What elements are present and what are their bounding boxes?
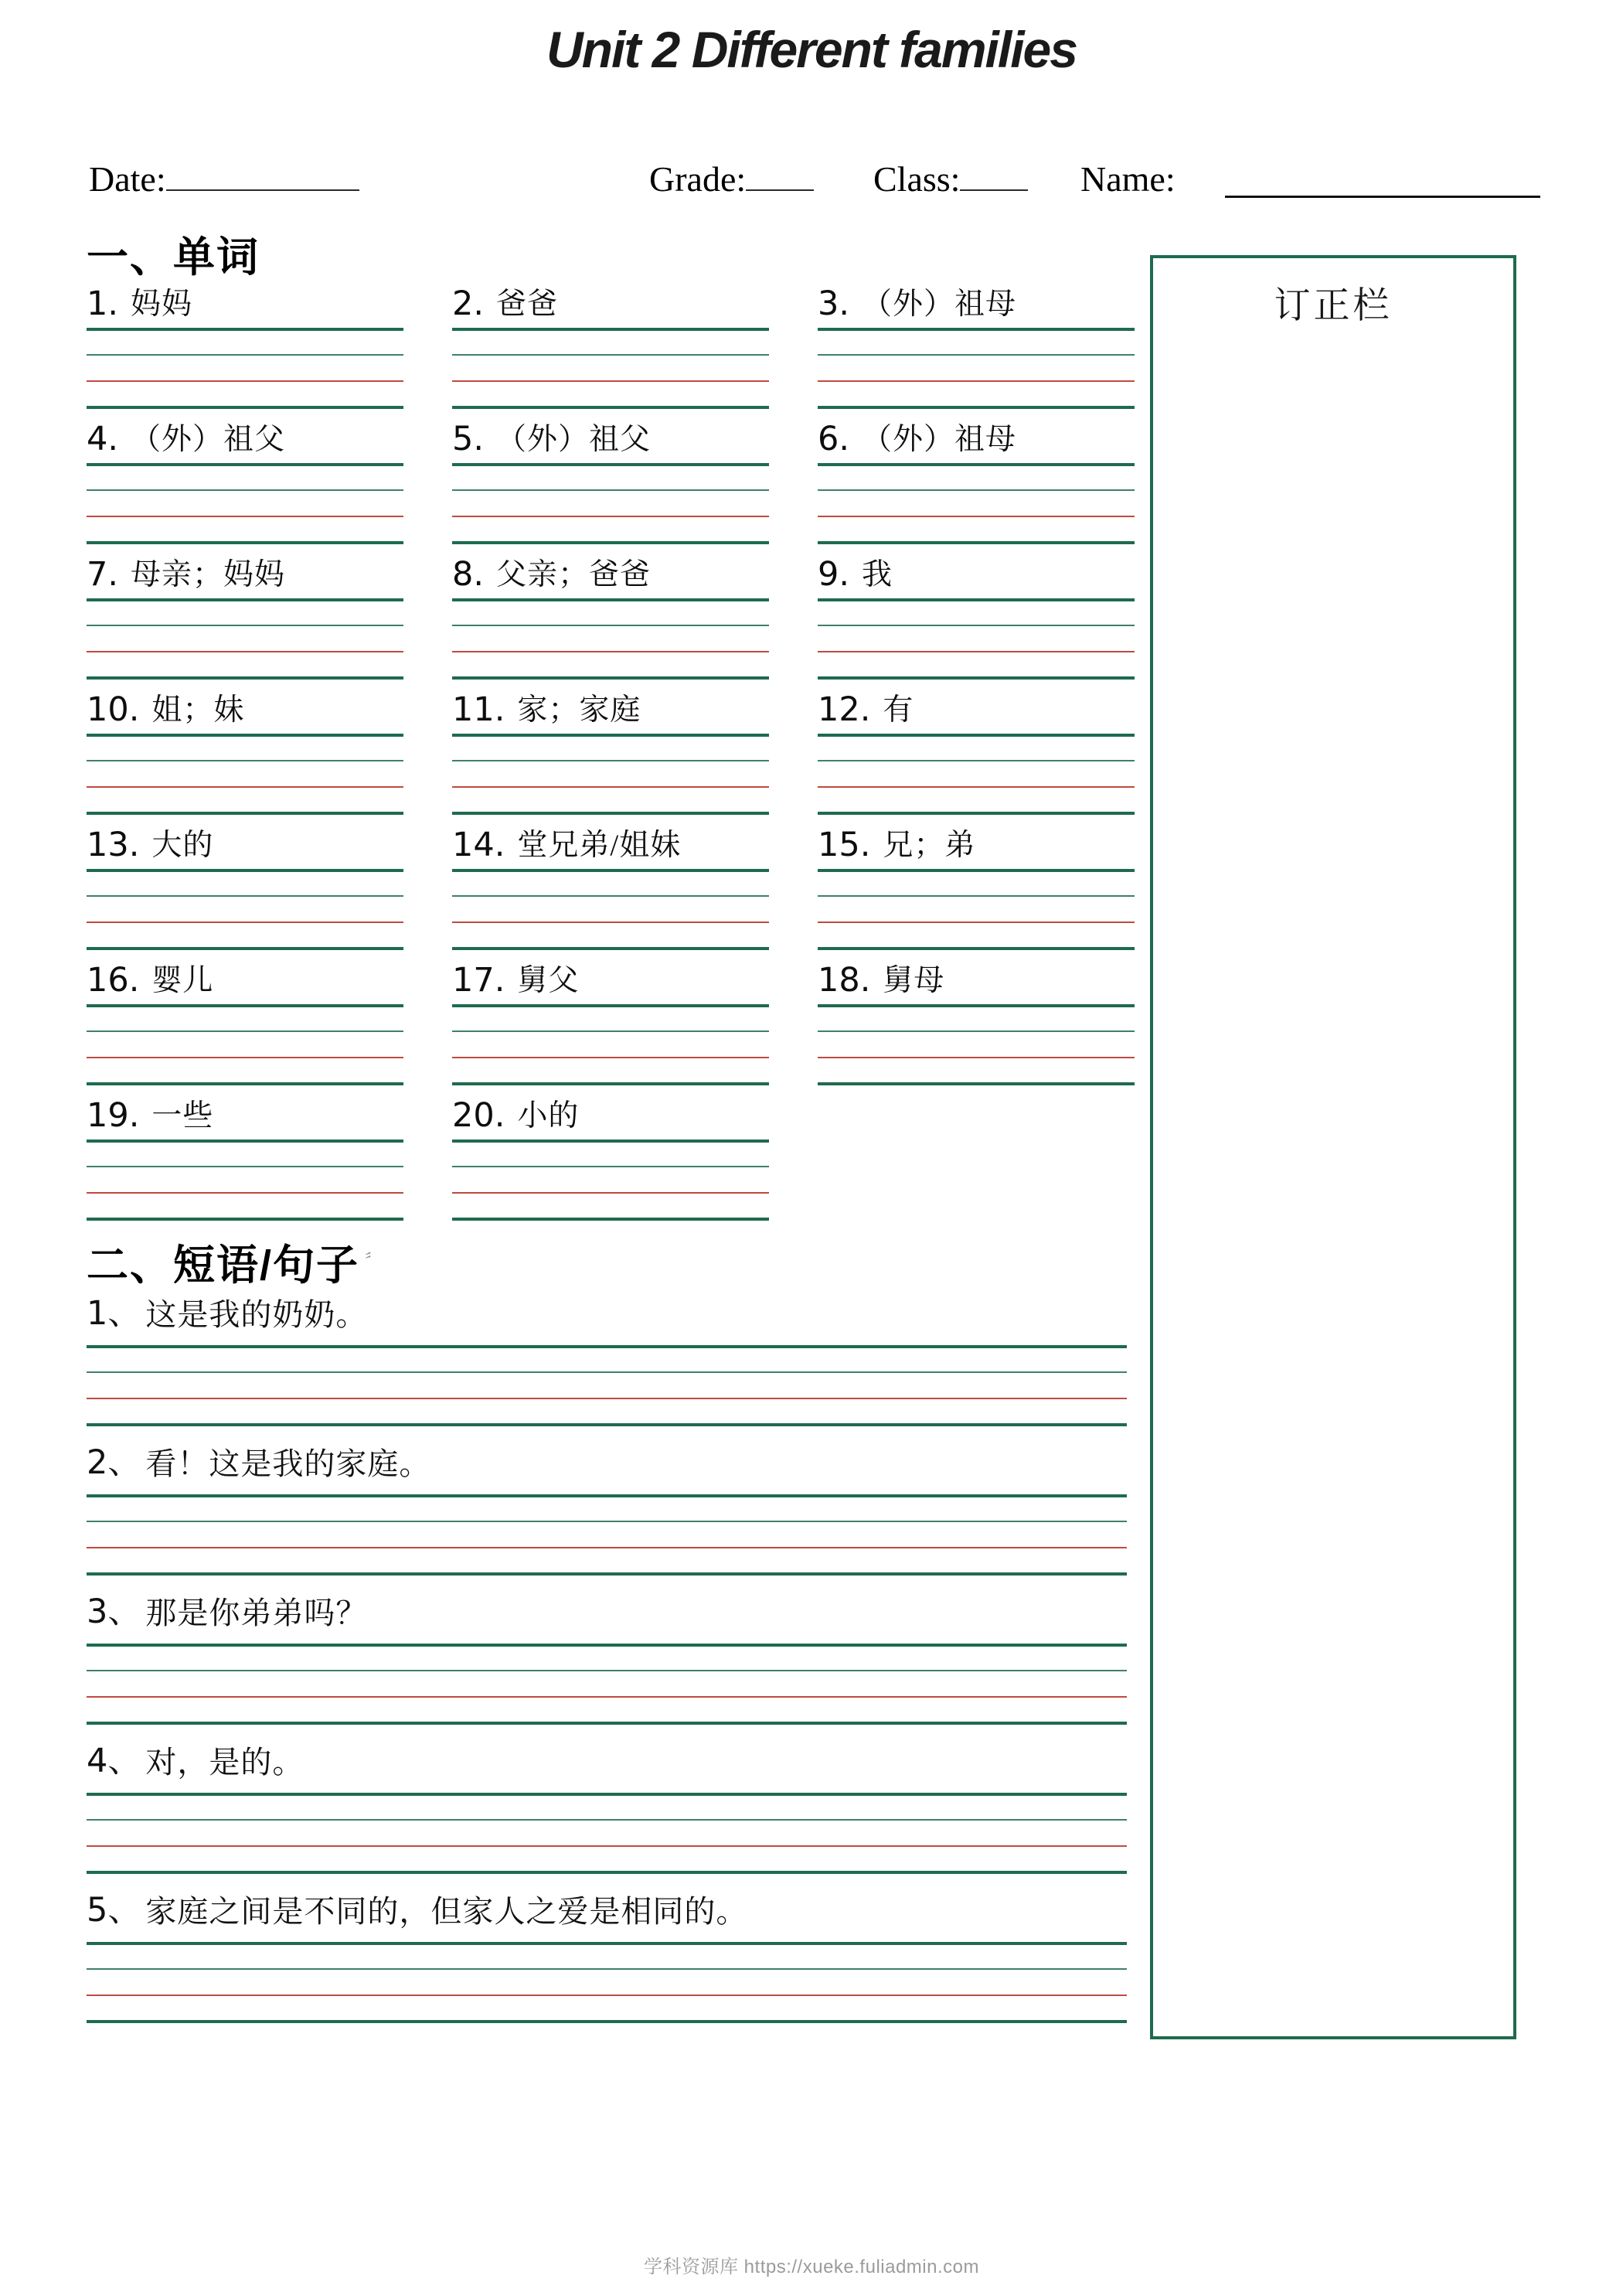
handwriting-lines <box>818 869 1135 950</box>
word-number: 11. <box>452 690 505 729</box>
handwriting-lines <box>818 328 1135 409</box>
ruled-line-top <box>87 1494 1127 1497</box>
word-item <box>87 420 403 555</box>
ruled-line-top <box>87 1139 403 1143</box>
handwriting-lines <box>87 734 403 815</box>
correction-box <box>1150 255 1516 2039</box>
handwriting-lines <box>452 463 769 544</box>
handwriting-lines <box>818 463 1135 544</box>
word-hint-chinese: 小的 <box>517 1099 580 1133</box>
handwriting-lines <box>87 1494 1127 1576</box>
sentences-section-heading <box>87 1232 381 1292</box>
ruled-line-bottom <box>818 406 1135 409</box>
ruled-line-bottom <box>452 1218 769 1221</box>
ruled-line-bottom <box>87 947 403 950</box>
word-item <box>87 555 403 690</box>
word-item <box>818 555 1135 690</box>
ruled-line-lower-middle <box>452 786 769 788</box>
ruled-line-lower-middle <box>452 1057 769 1058</box>
ruled-line-upper-middle <box>87 625 403 626</box>
grade-blank-line <box>746 158 814 191</box>
ruled-line-bottom <box>452 406 769 409</box>
date-label: Date: <box>89 159 166 199</box>
sentence-label <box>87 1443 1127 1484</box>
word-item <box>818 284 1135 420</box>
ruled-line-upper-middle <box>87 1371 1127 1373</box>
ruled-line-bottom <box>452 947 769 950</box>
handwriting-lines <box>452 869 769 950</box>
ruled-line-top <box>87 328 403 331</box>
ruled-line-bottom <box>818 947 1135 950</box>
word-hint-chinese: （外）祖母 <box>862 423 1017 456</box>
word-label <box>452 690 769 729</box>
word-label <box>452 826 769 864</box>
ruled-line-upper-middle <box>87 1968 1127 1970</box>
word-item <box>87 961 403 1096</box>
footer-watermark: 学科资源库 https://xueke.fuliadmin.com <box>644 2257 979 2277</box>
ruled-line-lower-middle <box>818 380 1135 382</box>
word-hint-chinese: （外）祖父 <box>496 423 652 456</box>
ruled-line-bottom <box>87 1423 1127 1426</box>
word-label <box>87 1096 403 1135</box>
words-grid <box>87 284 1135 1231</box>
sentence-item <box>87 1742 1127 1874</box>
ruled-line-upper-middle <box>818 625 1135 626</box>
ruled-line-top <box>452 463 769 466</box>
handwriting-lines <box>87 598 403 680</box>
ruled-line-lower-middle <box>87 1398 1127 1399</box>
grade-field <box>649 158 814 199</box>
sentence-label <box>87 1742 1127 1782</box>
grade-label: Grade: <box>649 159 747 199</box>
words-section-heading: 一、单词 <box>87 234 260 281</box>
word-hint-chinese: 婴儿 <box>151 964 214 997</box>
class-blank-line <box>960 158 1028 191</box>
ruled-line-upper-middle <box>87 1521 1127 1522</box>
word-number: 5. <box>452 420 485 458</box>
ruled-line-lower-middle <box>87 1696 1127 1698</box>
handwriting-lines <box>87 1793 1127 1874</box>
word-number: 13. <box>87 826 140 864</box>
word-number: 18. <box>818 961 871 1000</box>
word-item <box>87 826 403 961</box>
ruled-line-lower-middle <box>87 516 403 517</box>
word-item <box>452 420 769 555</box>
sentence-hint-chinese: 家庭之间是不同的，但家人之爱是相同的。 <box>145 1894 748 1929</box>
word-item <box>452 690 769 826</box>
word-number: 1. <box>87 284 119 323</box>
handwriting-lines <box>87 328 403 409</box>
word-hint-chinese: 有 <box>883 693 914 727</box>
ruled-line-lower-middle <box>818 516 1135 517</box>
word-number: 9. <box>818 555 850 594</box>
ruled-line-top <box>818 869 1135 872</box>
ruled-line-lower-middle <box>87 380 403 382</box>
ruled-line-bottom <box>818 1082 1135 1085</box>
ruled-line-upper-middle <box>452 760 769 761</box>
name-blank-line <box>1225 163 1540 198</box>
word-hint-chinese: 舅父 <box>517 964 580 997</box>
sentence-hint-chinese: 对，是的。 <box>145 1745 305 1780</box>
ruled-line-lower-middle <box>818 1057 1135 1058</box>
ruled-line-top <box>818 1004 1135 1007</box>
ruled-line-upper-middle <box>452 1030 769 1032</box>
sentence-item <box>87 1294 1127 1426</box>
ruled-line-top <box>87 1004 403 1007</box>
word-item <box>452 555 769 690</box>
ruled-line-lower-middle <box>87 1192 403 1194</box>
word-label <box>818 284 1135 323</box>
sentence-number: 3、 <box>87 1593 141 1631</box>
ruled-line-upper-middle <box>818 895 1135 897</box>
word-hint-chinese: （外）祖父 <box>131 423 286 456</box>
ruled-line-bottom <box>87 541 403 544</box>
ruled-line-upper-middle <box>452 895 769 897</box>
ruled-line-top <box>87 1793 1127 1796</box>
ruled-line-lower-middle <box>818 786 1135 788</box>
sentence-item <box>87 1891 1127 2023</box>
ruled-line-upper-middle <box>87 760 403 761</box>
word-hint-chinese: 妈妈 <box>131 288 193 321</box>
handwriting-lines <box>87 463 403 544</box>
sentence-hint-chinese: 看！这是我的家庭。 <box>145 1446 431 1481</box>
ruled-line-top <box>818 463 1135 466</box>
word-item <box>87 1096 403 1231</box>
word-item <box>87 284 403 420</box>
correction-box-title: 订正栏 <box>1274 284 1393 325</box>
ruled-line-upper-middle <box>87 1819 1127 1821</box>
name-label: Name: <box>1080 159 1176 199</box>
ruled-line-top <box>452 734 769 737</box>
ruled-line-top <box>818 734 1135 737</box>
word-label <box>818 690 1135 729</box>
ruled-line-lower-middle <box>452 516 769 517</box>
word-label <box>87 826 403 864</box>
ruled-line-upper-middle <box>818 1030 1135 1032</box>
word-number: 20. <box>452 1096 505 1135</box>
word-number: 12. <box>818 690 871 729</box>
word-label <box>87 284 403 323</box>
ruled-line-bottom <box>818 812 1135 815</box>
word-number: 10. <box>87 690 140 729</box>
handwriting-lines <box>87 1942 1127 2023</box>
sentence-hint-chinese: 那是你弟弟吗？ <box>145 1596 368 1630</box>
sentence-number: 1、 <box>87 1294 141 1333</box>
word-hint-chinese: 家；家庭 <box>517 693 641 727</box>
ruled-line-upper-middle <box>87 354 403 356</box>
ruled-line-top <box>87 598 403 601</box>
ruled-line-upper-middle <box>87 1030 403 1032</box>
ruled-line-lower-middle <box>818 651 1135 652</box>
handwriting-lines <box>452 598 769 680</box>
word-number: 17. <box>452 961 505 1000</box>
word-label <box>818 555 1135 594</box>
ruled-line-lower-middle <box>87 786 403 788</box>
ruled-line-bottom <box>87 1572 1127 1576</box>
meta-row <box>0 152 1623 206</box>
handwriting-lines <box>87 869 403 950</box>
ruled-line-bottom <box>87 1722 1127 1725</box>
handwriting-lines <box>87 1644 1127 1725</box>
word-hint-chinese: 舅母 <box>883 964 945 997</box>
word-hint-chinese: 堂兄弟/姐妹 <box>517 829 682 862</box>
word-hint-chinese: （外）祖母 <box>862 288 1017 321</box>
ruled-line-lower-middle <box>452 380 769 382</box>
ruled-line-bottom <box>87 2020 1127 2023</box>
class-field <box>873 158 1028 199</box>
ruled-line-upper-middle <box>818 760 1135 761</box>
word-item <box>452 961 769 1096</box>
handwriting-lines <box>87 1004 403 1085</box>
ruled-line-upper-middle <box>452 354 769 356</box>
ruled-line-top <box>452 328 769 331</box>
word-label <box>818 961 1135 1000</box>
word-label <box>452 1096 769 1135</box>
sentence-hint-chinese: 这是我的奶奶。 <box>145 1297 368 1332</box>
ruled-line-top <box>87 869 403 872</box>
word-number: 8. <box>452 555 485 594</box>
page-title: Unit 2 Different families <box>546 21 1077 78</box>
sentence-label <box>87 1294 1127 1334</box>
ruled-line-top <box>818 328 1135 331</box>
ruled-line-upper-middle <box>87 1166 403 1167</box>
date-field <box>89 158 359 199</box>
word-item <box>818 961 1135 1096</box>
sentence-label <box>87 1891 1127 1931</box>
word-hint-chinese: 兄；弟 <box>883 829 976 862</box>
word-hint-chinese: 我 <box>862 558 893 591</box>
ruled-line-lower-middle <box>87 1057 403 1058</box>
ruled-line-bottom <box>452 541 769 544</box>
ruled-line-top <box>87 463 403 466</box>
ruled-line-upper-middle <box>452 1166 769 1167</box>
word-number: 4. <box>87 420 119 458</box>
word-label <box>87 690 403 729</box>
ruled-line-lower-middle <box>452 921 769 923</box>
ruled-line-top <box>452 869 769 872</box>
word-number: 6. <box>818 420 850 458</box>
ruled-line-bottom <box>87 406 403 409</box>
ruled-line-bottom <box>87 1871 1127 1874</box>
ruled-line-bottom <box>87 1082 403 1085</box>
word-hint-chinese: 母亲；妈妈 <box>131 558 286 591</box>
ruled-line-top <box>87 1345 1127 1348</box>
word-hint-chinese: 姐；妹 <box>151 693 245 727</box>
name-field <box>1080 158 1176 199</box>
word-number: 7. <box>87 555 119 594</box>
sentences-list <box>87 1294 1127 2043</box>
ruled-line-upper-middle <box>452 625 769 626</box>
ruled-line-top <box>87 734 403 737</box>
word-label <box>452 961 769 1000</box>
word-number: 16. <box>87 961 140 1000</box>
word-label <box>452 284 769 323</box>
word-item <box>818 420 1135 555</box>
date-blank-line <box>166 158 359 191</box>
word-number: 2. <box>452 284 485 323</box>
word-label <box>87 555 403 594</box>
word-label <box>818 826 1135 864</box>
handwriting-lines <box>818 598 1135 680</box>
word-number: 15. <box>818 826 871 864</box>
word-hint-chinese: 大的 <box>151 829 214 862</box>
ruled-line-lower-middle <box>87 1547 1127 1548</box>
ruled-line-bottom <box>452 676 769 680</box>
class-label: Class: <box>873 159 961 199</box>
word-item <box>452 284 769 420</box>
word-label <box>87 420 403 458</box>
artifact-mark: 〞 <box>362 1250 381 1272</box>
sentence-number: 2、 <box>87 1443 141 1482</box>
handwriting-lines <box>87 1345 1127 1426</box>
ruled-line-lower-middle <box>452 651 769 652</box>
word-item <box>818 690 1135 826</box>
ruled-line-top <box>452 1139 769 1143</box>
handwriting-lines <box>818 1004 1135 1085</box>
sentences-heading-text: 二、短语/句子 <box>87 1242 360 1289</box>
word-hint-chinese: 一些 <box>151 1099 214 1133</box>
ruled-line-upper-middle <box>87 1670 1127 1671</box>
sentence-number: 5、 <box>87 1891 141 1930</box>
ruled-line-bottom <box>818 541 1135 544</box>
ruled-line-bottom <box>87 812 403 815</box>
ruled-line-top <box>87 1644 1127 1647</box>
ruled-line-top <box>452 598 769 601</box>
handwriting-lines <box>87 1139 403 1221</box>
word-number: 19. <box>87 1096 140 1135</box>
ruled-line-lower-middle <box>87 1845 1127 1847</box>
word-label <box>452 555 769 594</box>
ruled-line-lower-middle <box>87 1995 1127 1996</box>
sentence-label <box>87 1593 1127 1633</box>
ruled-line-top <box>818 598 1135 601</box>
ruled-line-top <box>452 1004 769 1007</box>
word-item <box>818 826 1135 961</box>
word-item <box>452 826 769 961</box>
handwriting-lines <box>452 1004 769 1085</box>
word-hint-chinese: 爸爸 <box>496 288 559 321</box>
word-label <box>87 961 403 1000</box>
handwriting-lines <box>452 1139 769 1221</box>
sentence-item <box>87 1443 1127 1576</box>
handwriting-lines <box>452 734 769 815</box>
word-hint-chinese: 父亲；爸爸 <box>496 558 652 591</box>
ruled-line-bottom <box>452 1082 769 1085</box>
word-number: 3. <box>818 284 850 323</box>
ruled-line-bottom <box>452 812 769 815</box>
ruled-line-upper-middle <box>452 489 769 491</box>
word-label <box>818 420 1135 458</box>
handwriting-lines <box>818 734 1135 815</box>
word-number: 14. <box>452 826 505 864</box>
ruled-line-top <box>87 1942 1127 1945</box>
ruled-line-bottom <box>87 676 403 680</box>
word-label <box>452 420 769 458</box>
handwriting-lines <box>452 328 769 409</box>
sentence-number: 4、 <box>87 1742 141 1780</box>
sentence-item <box>87 1593 1127 1725</box>
word-item <box>87 690 403 826</box>
ruled-line-upper-middle <box>87 489 403 491</box>
ruled-line-lower-middle <box>452 1192 769 1194</box>
ruled-line-upper-middle <box>87 895 403 897</box>
ruled-line-bottom <box>87 1218 403 1221</box>
word-item <box>452 1096 769 1231</box>
ruled-line-upper-middle <box>818 354 1135 356</box>
ruled-line-upper-middle <box>818 489 1135 491</box>
ruled-line-bottom <box>818 676 1135 680</box>
ruled-line-lower-middle <box>818 921 1135 923</box>
ruled-line-lower-middle <box>87 651 403 652</box>
ruled-line-lower-middle <box>87 921 403 923</box>
